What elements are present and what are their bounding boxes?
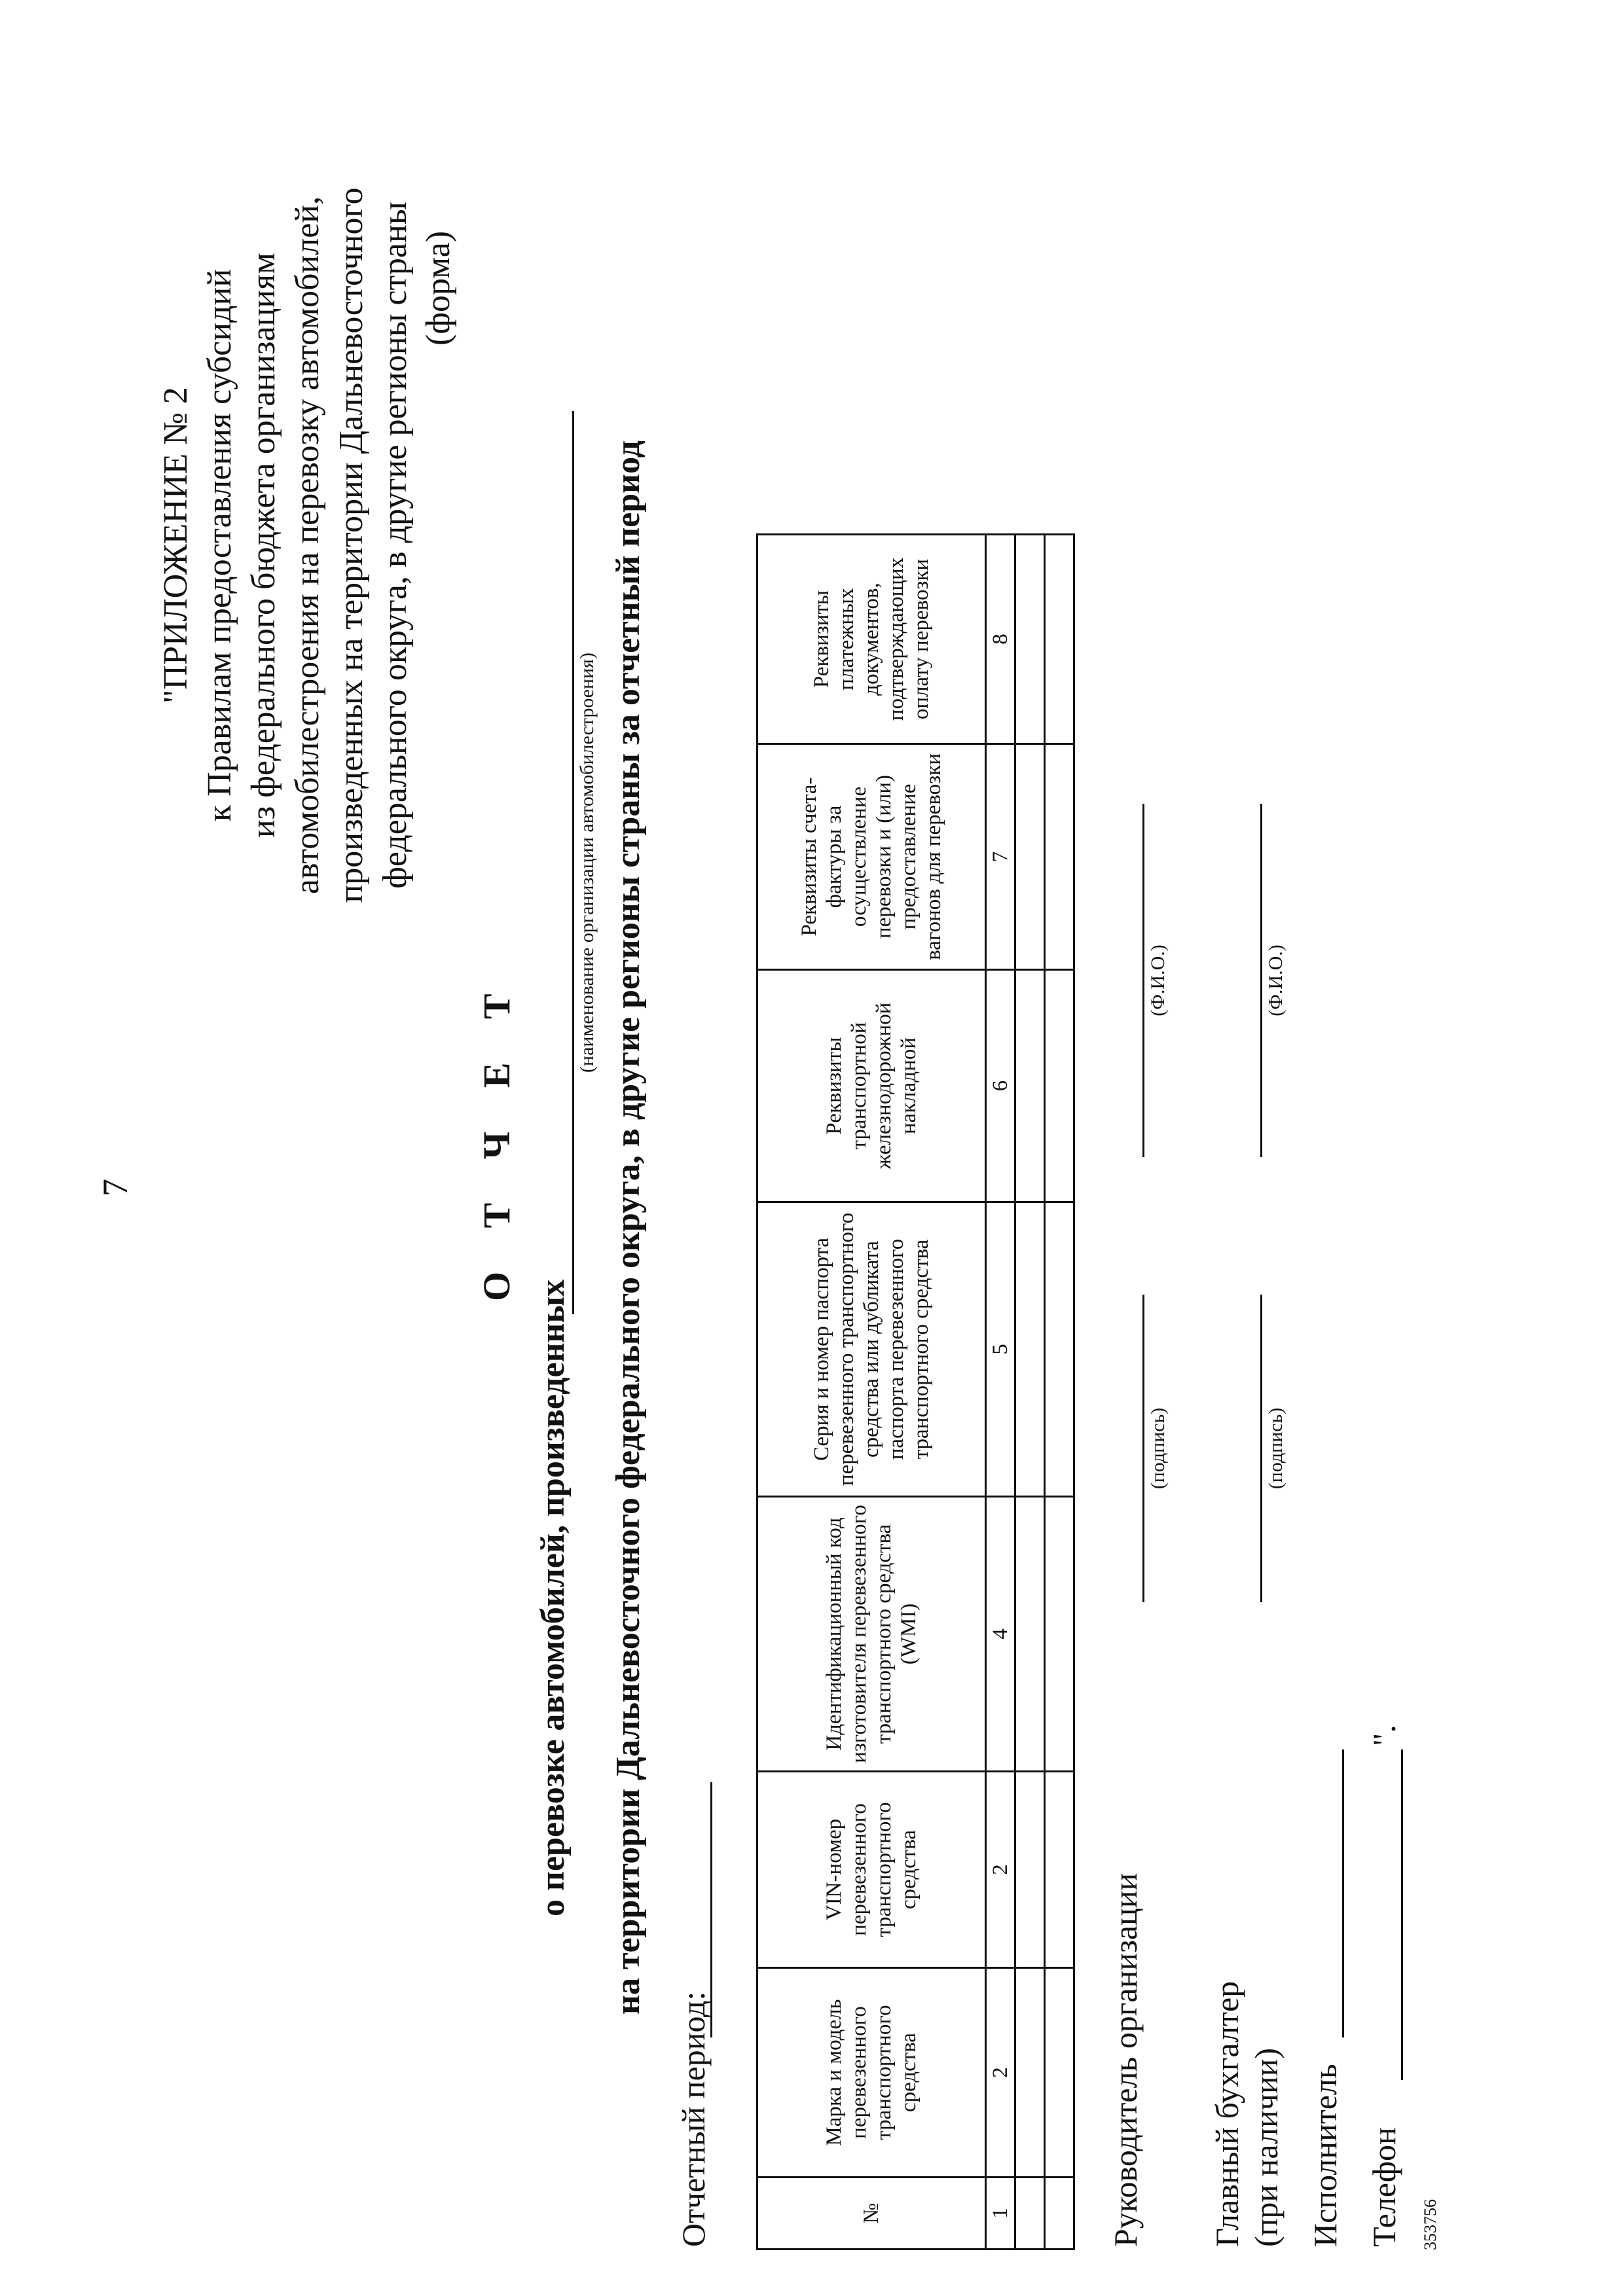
report-subtitle-line1: о перевозке автомобилей, произведенных [534, 1279, 572, 1916]
table-cell [1045, 535, 1074, 744]
column-number: 5 [986, 1202, 1015, 1497]
table-cell [1015, 2178, 1045, 2250]
column-number: 4 [986, 1497, 1015, 1772]
executor-line [1342, 1749, 1344, 2037]
table-cell [1015, 970, 1045, 1202]
table-cell [1045, 744, 1074, 970]
table-cell [1045, 970, 1074, 1202]
column-header: Реквизиты платежных документов, подтверждающих оплату перевозки [757, 535, 986, 744]
appendix-line: из федерального бюджета организациям [245, 252, 282, 838]
table-cell [1015, 1772, 1045, 1968]
table-cell [1045, 1202, 1074, 1497]
document-code: 353756 [1421, 2199, 1440, 2250]
column-number: 7 [986, 744, 1015, 970]
column-number: 1 [986, 2178, 1015, 2250]
table-column-numbers-row [986, 535, 1015, 2250]
report-subtitle-line2: на территории Дальневосточного федерального округа, в другие регионы страны за отчетный период [610, 440, 647, 2015]
reporting-period-label: Отчетный период: [675, 1991, 712, 2247]
head-signature-caption: (подпись) [1147, 1407, 1169, 1490]
accountant-name-caption: (Ф.И.О.) [1265, 944, 1286, 1016]
column-number: 2 [986, 1968, 1015, 2178]
appendix-line: "ПРИЛОЖЕНИЕ № 2 [157, 387, 194, 704]
organization-name-caption: (наименование организации автомобилестроения) [576, 653, 598, 1073]
table-cell [1015, 535, 1045, 744]
appendix-line: к Правилам предоставления субсидий [201, 268, 238, 822]
column-header: Реквизиты счета-фактуры за осуществление перевозки и (или) предоставление вагонов для перевозки [757, 744, 986, 970]
table-cell [1015, 744, 1045, 970]
appendix-line: произведенных на территории Дальневосточного [333, 187, 370, 903]
column-number: 8 [986, 535, 1015, 744]
head-signature-line [1142, 1295, 1144, 1602]
reporting-period-line [710, 1782, 712, 2037]
executor-label: Исполнитель [1307, 2064, 1343, 2247]
column-header: Марка и модель перевезенного транспортного средства [757, 1968, 986, 2178]
table-cell [1015, 1497, 1045, 1772]
closing-quote-mark: ". [1366, 1725, 1402, 1746]
head-of-organization-label: Руководитель организации [1107, 1873, 1144, 2247]
appendix-line: автомобилестроения на перевозку автомобилей, [289, 196, 326, 895]
phone-label: Телефон [1366, 2127, 1402, 2247]
table-row [1045, 535, 1074, 2250]
table-header-row [757, 535, 986, 2250]
head-name-line [1142, 804, 1144, 1157]
chief-accountant-note: (при наличии) [1248, 2047, 1285, 2247]
page-number: 7 [96, 1179, 135, 1196]
table-cell [1045, 1968, 1074, 2178]
appendix-line: федерального округа, в другие регионы страны [376, 202, 414, 889]
column-number: 6 [986, 970, 1015, 1202]
column-header: Реквизиты транспортной железнодорожной накладной [757, 970, 986, 1202]
chief-accountant-label: Главный бухгалтер [1209, 1981, 1245, 2247]
head-name-caption: (Ф.И.О.) [1147, 944, 1169, 1016]
accountant-name-line [1260, 804, 1262, 1157]
accountant-signature-line [1260, 1295, 1262, 1602]
column-header: VIN-номер перевезенного транспортного средства [757, 1772, 986, 1968]
column-number: 2 [986, 1772, 1015, 1968]
accountant-signature-caption: (подпись) [1265, 1407, 1286, 1490]
table-cell [1045, 2178, 1074, 2250]
appendix-header [154, 103, 417, 987]
table-row [1015, 535, 1045, 2250]
phone-line [1401, 1749, 1403, 2080]
column-header: Идентификационный код изготовителя перевезенного транспортного средства (WMI) [757, 1497, 986, 1772]
table-cell [1045, 1497, 1074, 1772]
table-cell [1045, 1772, 1074, 1968]
report-title: О Т Ч Е Т [475, 977, 518, 1301]
column-header: Серия и номер паспорта перевезенного транспортного средства или дубликата паспорта перевезенного транспортного средства [757, 1202, 986, 1497]
table-cell [1015, 1202, 1045, 1497]
report-table [756, 533, 1075, 2250]
form-mark: (форма) [420, 230, 457, 346]
column-header: № [757, 2178, 986, 2250]
table-cell [1015, 1968, 1045, 2178]
organization-name-line [572, 411, 574, 1314]
